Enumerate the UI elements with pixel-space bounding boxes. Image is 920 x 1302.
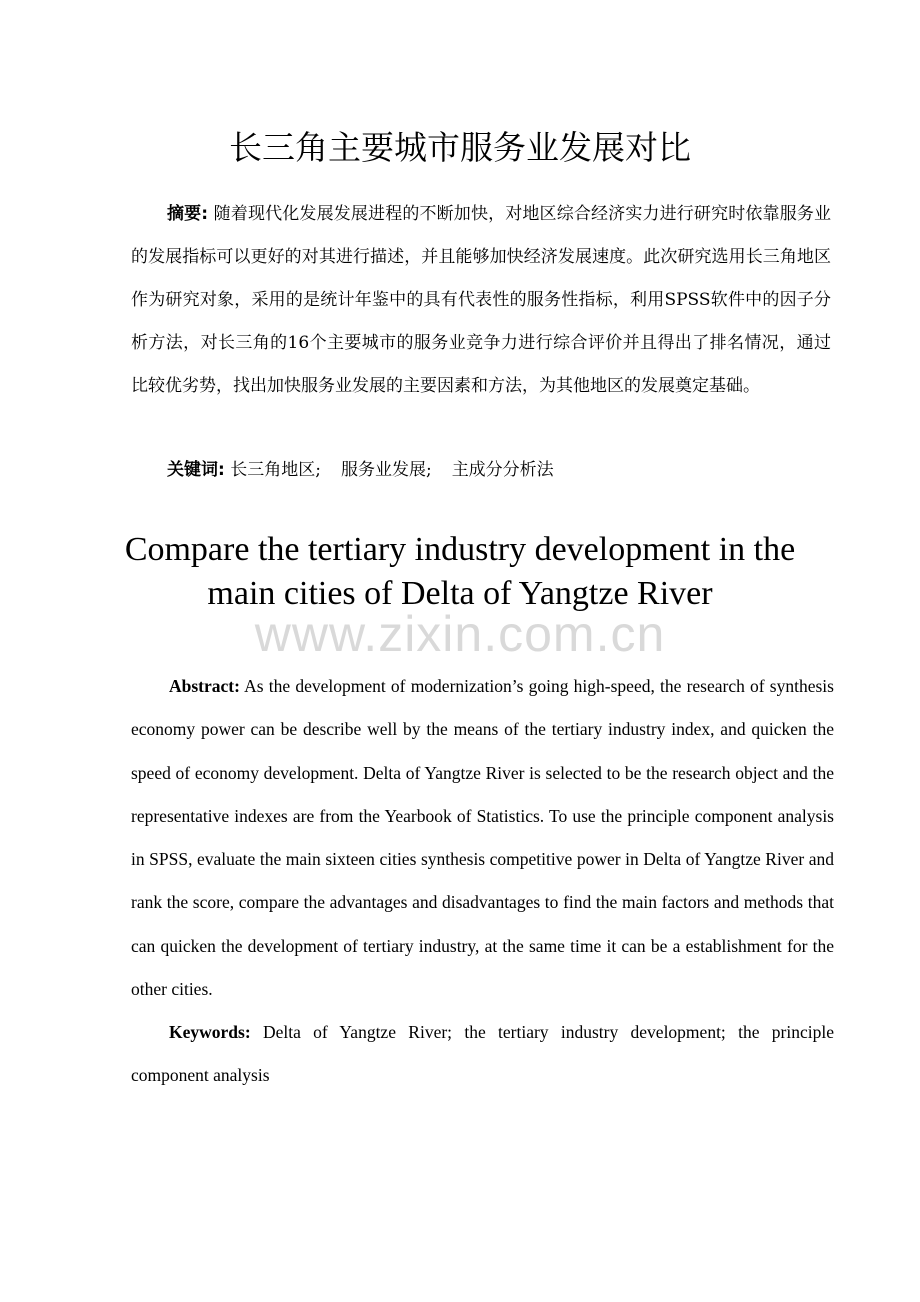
english-keywords-text: Delta of Yangtze River; the tertiary industry development; the principle component analysis xyxy=(131,1022,834,1086)
chinese-keyword: 服务业发展; xyxy=(340,460,432,480)
english-keywords-label: Keywords: xyxy=(169,1022,251,1042)
english-title: Compare the tertiary industry development in the main cities of Delta of Yangtze River xyxy=(124,531,796,612)
english-keywords xyxy=(131,1011,834,1098)
chinese-abstract xyxy=(131,193,831,408)
english-abstract-text: As the development of modernization’s going high-speed, the research of synthesis economy power can be describe well by the means of the tertiary industry index, and quicken the speed of economy development. Delta of Yangtze River is selected to be the research object and the representative indexes are from the Yearbook of Statistics. To use the principle component analysis in SPSS, evaluate the main sixteen cities synthesis competitive power in Delta of Yangtze River and rank the score, compare the advantages and disadvantages to find the main factors and methods that can quicken the development of tertiary industry, at the same time it can be a establishment for the other cities. xyxy=(131,676,834,1000)
chinese-title: 长三角主要城市服务业发展对比 xyxy=(229,128,691,167)
chinese-abstract-text: 随着现代化发展发展进程的不断加快，对地区综合经济实力进行研究时依靠服务业的发展指标可以更好的对其进行描述，并且能够加快经济发展速度。此次研究选用长三角地区作为研究对象，采用的是统计年鉴中的具有代表性的服务性指标，利用SPSS软件中的因子分析方法，对长三角的16个主要城市的服务业竞争力进行综合评价并且得出了排名情况，通过比较优劣势，找出加快服务业发展的主要因素和方法，为其他地区的发展奠定基础。 xyxy=(131,204,831,396)
english-abstract xyxy=(131,665,834,1011)
watermark: www.zixin.com.cn xyxy=(254,606,666,662)
chinese-abstract-label: 摘要: xyxy=(167,204,209,224)
chinese-keyword: 主成分分析法 xyxy=(451,460,554,480)
chinese-keyword: 长三角地区; xyxy=(230,460,321,480)
chinese-keywords xyxy=(131,450,831,490)
english-abstract-label: Abstract: xyxy=(169,676,240,696)
chinese-keywords-label: 关键词: xyxy=(167,460,225,480)
